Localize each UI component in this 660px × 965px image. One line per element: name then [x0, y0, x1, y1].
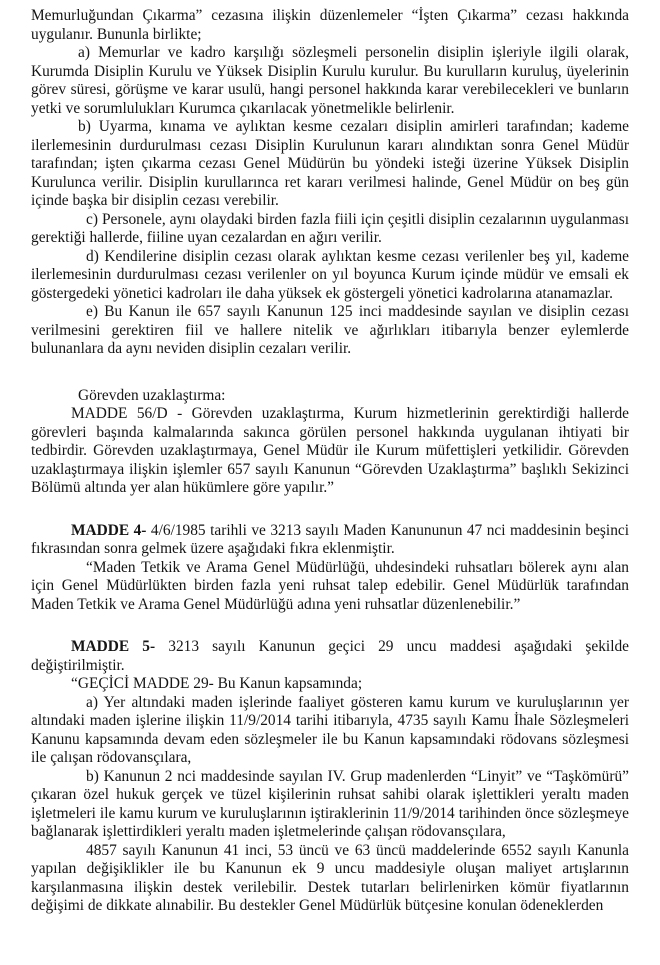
paragraph-temp-item-b: b) Kanunun 2 nci maddesinde sayılan IV. Grup madenlerden “Linyit” ve “Taşkömürü” çıkaran özel hukuk gerçek ve tüzel kişilerinin ruhsat sahibi olarak işlettikleri yeraltı maden işletmeleri ile kamu kurum ve kuruluşlarının iştiraklerinin 11/9/2014 tarihinden önce sözleşmeye bağlanarak işlettirdikleri yeraltı maden işletmelerinde çalışan rödovansçılara,: [31, 767, 629, 840]
paragraph-item-c: c) Personele, aynı olaydaki birden fazla fiili için çeşitli disiplin cezalarının uygulanması gerektiği hallerde, fiiline uyan cezalardan en ağırı verilir.: [31, 210, 629, 246]
document-body: [31, 7, 629, 916]
article-4-label: MADDE 4-: [71, 521, 147, 539]
article-5-label: MADDE 5-: [71, 638, 156, 655]
paragraph-item-a: a) Memurlar ve kadro karşılığı sözleşmeli personelin disiplin işleriyle ilgili olarak, Kurumda Disiplin Kurulu ve Yüksek Disiplin Kurulu kurulur. Bu kurulların kuruluş, üyelerinin görev süresi, görüşme ve karar usulü, hangi personel hakkında karar verebilecekleri ve bunların yetki ve sorumlulukları Kurumca çıkarılacak yönetmelikle belirlenir.: [31, 44, 629, 117]
section-heading-suspension: Görevden uzaklaştırma:: [78, 386, 226, 404]
paragraph-item-d: d) Kendilerine disiplin cezası olarak aylıktan kesme cezası verilenler beş yıl, kademe ilerlemesinin durdurulması cezası verilenler on yıl boyunca Kurum içinde müdür ve emsali ek göstergedeki yönetici kadroları ile daha yüksek ek göstergeli yönetici kadrolarına atanamazlar.: [31, 247, 629, 302]
paragraph-support: 4857 sayılı Kanunun 41 inci, 53 üncü ve 63 üncü maddelerinde 6552 sayılı Kanunla yapılan değişiklikler ile bu Kanunun ek 9 uncu maddesiyle oluşan maliyet artışlarının karşılanmasına ilişkin destek verilebilir. Destek tutarları belirlenirken kömür fiyatlarının değişimi de dikkate alınabilir. Bu destekler Genel Müdürlük bütçesine konulan ödeneklerden: [31, 841, 629, 914]
paragraph-article-4-quote: “Maden Tetkik ve Arama Genel Müdürlüğü, uhdesindeki ruhsatları bölerek aynı alan için Genel Müdürlükten birden fazla yeni ruhsat talep edebilir. Genel Müdürlük tarafından Maden Tetkik ve Arama Genel Müdürlüğü adına yeni ruhsatlar düzenlenebilir.”: [31, 558, 629, 613]
paragraph-article-5: MADDE 5- 3213 sayılı Kanunun geçici 29 uncu maddesi aşağıdaki şekilde değiştirilmiştir.: [31, 638, 629, 674]
paragraph-article-56d: MADDE 56/D - Görevden uzaklaştırma, Kurum hizmetlerinin gerektirdiği hallerde görevleri başında kalmalarında sakınca görülen personel hakkında uygulanan ihtiyati bir tedbirdir. Görevden uzaklaştırmaya, Genel Müdür ile Kurum müfettişleri yetkilidir. Görevden uzaklaştırmaya ilişkin işlemler 657 sayılı Kanunun “Görevden Uzaklaştırma” başlıklı Sekizinci Bölümü altında yer alan hükümlere göre yapılır.”: [31, 405, 629, 496]
paragraph-temporary-article-29: “GEÇİCİ MADDE 29- Bu Kanun kapsamında;: [71, 675, 363, 692]
paragraph-item-e: e) Bu Kanun ile 657 sayılı Kanunun 125 inci maddesinde sayılan ve disiplin cezası verilmesini gerektiren fiil ve hallere nitelik ve ağırlıkları itibarıyla benzer eylemlerde bulunanlara da aynı neviden disiplin cezaları verilir.: [31, 303, 629, 357]
paragraph-temp-item-a: a) Yer altındaki maden işlerinde faaliyet gösteren kamu kurum ve kuruluşlarının yer altındaki maden işlerine ilişkin 11/9/2014 tarihi itibarıyla, 4735 sayılı Kamu İhale Sözleşmeleri Kanunu kapsamında devam eden sözleşmeler ile bu Kanun kapsamındaki rödovans sözleşmesi ile çalışan rödovansçılara,: [31, 693, 629, 766]
paragraph-article-4: MADDE 4- 4/6/1985 tarihli ve 3213 sayılı Maden Kanununun 47 nci maddesinin beşinci fıkrasından sonra gelmek üzere aşağıdaki fıkra eklenmiştir.: [31, 521, 630, 557]
paragraph-continuation: Memurluğundan Çıkarma” cezasına ilişkin düzenlemeler “İşten Çıkarma” cezası hakkında uygulanır. Bununla birlikte;: [31, 7, 629, 43]
paragraph-item-b: b) Uyarma, kınama ve aylıktan kesme cezaları disiplin amirleri tarafından; kademe ilerlemesinin durdurulması cezası Disiplin Kurulunun kararı alındıktan sonra Genel Müdür tarafından; işten çıkarma cezası Genel Müdürün bu yöndeki isteği üzerine Yüksek Disiplin Kurulunca verilir. Disiplin kurullarınca ret kararı verilmesi halinde, Genel Müdür on beş gün içinde başka bir disiplin cezası verebilir.: [31, 118, 629, 209]
